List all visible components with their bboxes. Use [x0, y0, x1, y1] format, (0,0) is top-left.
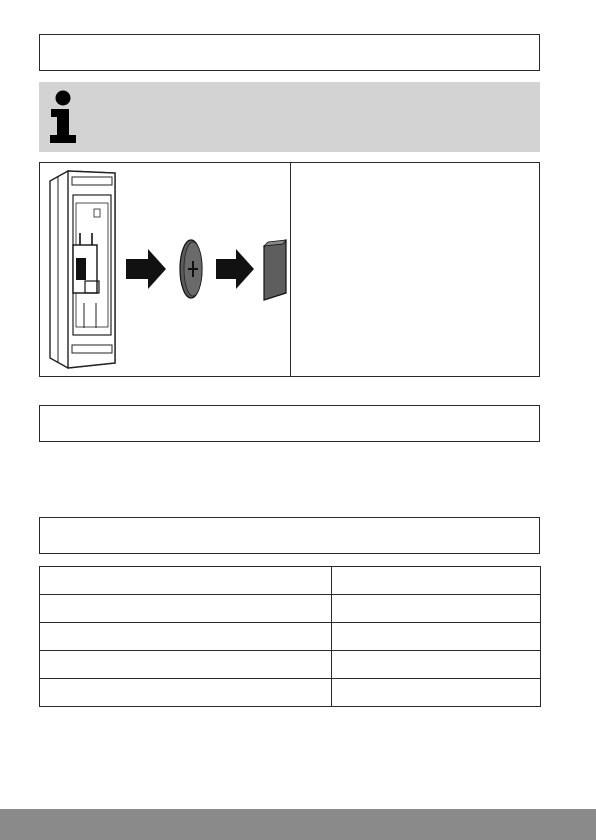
info-icon [45, 89, 81, 145]
table-cell [332, 679, 541, 707]
table-cell [40, 567, 332, 595]
table-row [40, 595, 541, 623]
section-heading-box-3 [39, 517, 540, 554]
section-heading-box-1 [39, 34, 540, 71]
table-cell [40, 595, 332, 623]
table-cell [332, 567, 541, 595]
table-row [40, 679, 541, 707]
section-heading-box-2 [39, 405, 540, 442]
table-cell [332, 623, 541, 651]
spec-table [39, 566, 541, 707]
table-cell [40, 679, 332, 707]
figure-divider [290, 163, 291, 376]
table-cell [332, 651, 541, 679]
footer-bar [0, 809, 596, 840]
table-row [40, 567, 541, 595]
table-cell [40, 651, 332, 679]
battery-figure-panel [39, 162, 540, 377]
battery-replacement-illustration [40, 163, 290, 376]
table-cell [40, 623, 332, 651]
info-note [39, 82, 540, 152]
table-row [40, 651, 541, 679]
table-row [40, 623, 541, 651]
table-cell [332, 595, 541, 623]
